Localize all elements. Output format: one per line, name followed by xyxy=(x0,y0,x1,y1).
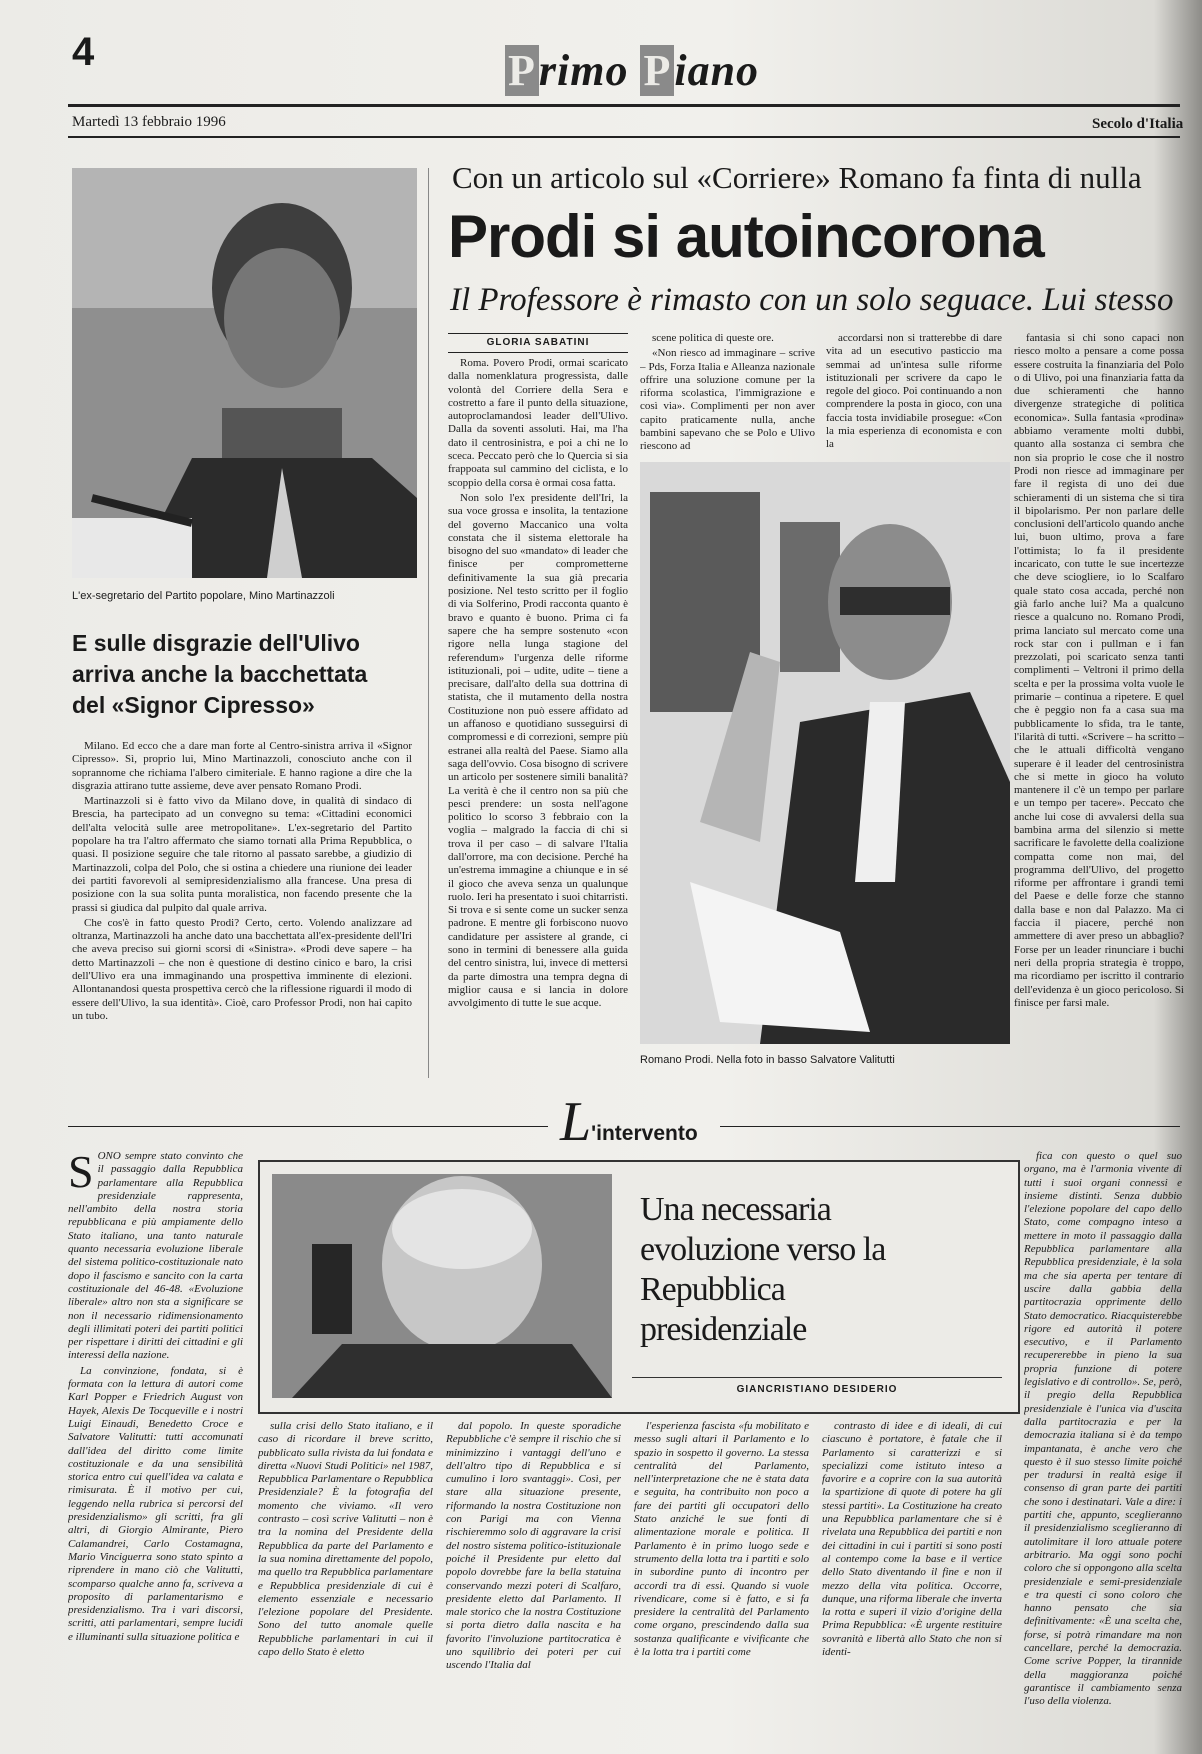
valitutti-illustration xyxy=(272,1174,612,1398)
byline-rule xyxy=(448,352,628,353)
intervento-lead-text: ONO sempre stato convinto che il passaggio dalla Repubblica parlamentare alla Repubblica presidenziale rappresenta, nell'ambito della nostra storia repubblicana e più ampiamente dello Stato italiano, una tanto naturale quanto necessaria evoluzione liberale del sistema politico-costituzionale nato dopo il fascismo e sancito con la carta costituzionale del 46-48. «Evoluzione liberale» altro non sta a significare se non il necessario ridimensionamento degli illimitati poteri dei partiti politici per rispettare i diritti dei cittadini e gli interessi della nazione. xyxy=(68,1150,243,1362)
intervento-paragraph: La convinzione, fondata, si è formata con la lettura di autori come Karl Popper e Friedrich August von Hayek, Alexis De Tocqueville e i nostri Luigi Einaudi, Benedetto Croce e Salvatore Valitutti: tutti accomunati dall'idea del diritto come limite costituzionale e da una sensibilità storica entro cui quell'idea va calata e rimisurata. È il motivo per cui, leggendo nella rubrica si percorsi del presidenzialismo» gli scritti, fra gli altri, di Giorgio Almirante, Piero Calamandrei, Carlo Costamagna, Mario Vinciguerra sono stato spinto a riprendere in mano ciò che Valitutti, scomparso qualche anno fa, scriveva a proposito di parlamentarismo e presidenzialismo. Tra i vari discorsi, scritti, atti parlamentari, sempre lucidi e illuminanti sulla situazione politica e xyxy=(68,1364,243,1643)
main-paragraph: scene politica di queste ore. xyxy=(652,332,774,344)
byline-rule xyxy=(448,333,628,334)
author-rule xyxy=(632,1377,1002,1378)
intervento-paragraph: sulla crisi dello Stato italiano, e il caso di ricordare il breve scritto, pubblicato sulla rivista da lui fondata e diretta «Nuovi Studi Politici» nel 1987, Repubblica Parlamentare o Repubblica Presidenziale? È la fotografia del momento che viviamo. «Il vero contrasto – così scrive Valitutti – non è tra la nomina del Presidente della Repubblica da parte del Parlamento e la sua nomina direttamente del popolo, ma quello tra Repubblica parlamentare e Repubblica presidenziale di cui è elemento essenziale e necessario l'elezione popolare del Presidente. Sono del tutto anomale quelle Repubbliche parlamentari in cui il capo dello Stato è eletto xyxy=(258,1420,433,1659)
left-paragraph: Milano. Ed ecco che a dare man forte al Centro-sinistra arriva il «Signor Cipresso». Sì, proprio lui, Mino Martinazzoli, conosciuto anche con il soprannome che richiama l'albero cimiteriale. E hanno ragione a dire che la disgrazia attirano tutte assieme, deve aver pensato Romano Prodi. xyxy=(72,740,412,792)
prodi-illustration xyxy=(640,462,1010,1044)
dateline: Martedì 13 febbraio 1996 xyxy=(72,114,226,130)
prodi-photo xyxy=(640,462,1010,1044)
portrait-illustration xyxy=(72,168,417,578)
intervento-paragraph: l'esperienza fascista «fu mobilitato e messo sugli altari il Parlamento e lo spazio in sospetto il governo. La stessa centralità del Parlamento, nell'interpretazione che ne è stata data e seguita, ha contribuito non poco a fare dei partiti gli occupatori dello Stato anziché le sue fonti di alimentazione morale e politica. Il Parlamento è in primo luogo sede e strumento della lotta tra i partiti e solo in subordine punto di incontro per accordi tra di essi. Quando si vuole rivendicare, come si è fatto, e si fa presidere la centralità del Parlamento come organo, prescindendo dalla sua sostanza qualificante e vivificante che è la lotta tra i partiti come xyxy=(634,1420,809,1659)
prodi-photo-caption: Romano Prodi. Nella foto in basso Salvatore Valitutti xyxy=(640,1054,895,1066)
header-rule-bottom xyxy=(68,136,1180,138)
main-paragraph: Non solo l'ex presidente dell'Iri, la sua voce grossa e insolita, la tentazione del governo Maccanico una volta constata che il sistema elettorale ha bisogno del suo «mandato» di leader che finisce per comprometterne definitivamente la sua già precaria posizione. Nel testo scritto per il foglio di via Solferino, Prodi racconta quanto è bravo e quanto è buono. Prima ci fa sapere che ha sempre sostenuto «con rigore nella lunga stagione del referendum» l'urgenza delle riforme istituzionali, poi – udite, udite – tiene a precisare, dall'alto della sua dottrina di statista, che il mutamento della nostra Costituzione non può essere affidato ad un affanoso e quotidiano susseguirsi di compromessi e di correzioni, sempre più estranei alla realtà del Paese. Siamo alla saga dell'ovvio. Cosa bisogno di scrivere un articolo per sostenere simili banalità? La verità è che il centro non sa più che pesci prendere: un sosta nell'agone politico lo scorso 3 febbraio con la voglia – malgrado la faccia di chi si trova il per caso – di salvare l'Italia dall'orrore, ma con decisione. Perché ha un'estrema immagine a chiunque e in sé il gioco che aveva senza un qualunque ruolo. Ieri ha presentato i suoi chitarristi. Si trova e si sente come un sucker senza padrone. E mentre gli forbiscono nuovo candidature per assistere al grande, ci sono in termini di benessere alla guida del centro sinistra, lui, invece di mettersi da parte dimostra una tempra degna di miglior causa e si lancia in dolore avvolgimento di tutte le sue acque. xyxy=(448,491,628,1010)
section-title-rest-1: rimo xyxy=(538,46,641,95)
main-kicker: Con un articolo sul «Corriere» Romano fa finta di nulla xyxy=(452,160,1142,195)
section-title-rest-2: iano xyxy=(674,46,760,95)
intervento-label xyxy=(560,1090,698,1154)
intervento-label-initial: L xyxy=(560,1091,592,1153)
main-col-4 xyxy=(1014,332,1184,1067)
intervento-col-1 xyxy=(68,1150,243,1748)
main-col-2 xyxy=(640,332,815,452)
intervento-col-2 xyxy=(258,1420,433,1748)
main-col-3 xyxy=(826,332,1002,452)
intervento-paragraph: dal popolo. In queste sporadiche Repubbliche c'è sempre il rischio che si minimizzino i vantaggi dell'uno e dell'altro tipo di Repubblica e si cumulino i loro svantaggi». Così, per stare alla situazione presente, riformando la nostra Costituzione non con Parigi ma con Vienna rischieremmo solo di aggravare la crisi del nostro sistema politico-istituzionale poiché il Presidente pur eletto dal popolo dovrebbe fare la bella statuina conservando mezzi poteri di Scalfaro, presidente eletto dal Parlamento. Il male storico che la nostra Costituzione si porta dietro dalla nascita e ha favorito l'involuzione partitocratica è uno squilibrio dei poteri per cui uscendo l'Italia dal xyxy=(446,1420,621,1672)
valitutti-photo xyxy=(272,1174,612,1398)
intervento-rule xyxy=(720,1126,1180,1127)
left-paragraph: Martinazzoli si è fatto vivo da Milano dove, in qualità di sindaco di Brescia, ha partecipato ad un convegno su tema: «Cittadini economici dell'alta velocità sulle aree metropolitane». L'ex-segretario del Partito popolare ha tra l'altro affermato che siamo tornati alla Prima Repubblica, o quasi. Il posizione seguire che tale ritorno al passato sarebbe, a giudizio di Martinazzoli, colpa del Polo, che si ostina a chiedere una riunione dei leader dei partiti favorevoli al semipresidenzialismo alla francese. Una presa di posizione con la sua solita punta moralistica, non facendo presente che la prassi si giudica dal pulpito dal quale arriva. xyxy=(72,795,412,914)
main-col-1 xyxy=(448,357,628,1069)
intervento-paragraph: fica con questo o quel suo organo, ma è l'armonia vivente di tutti i suoi organi connessi e insieme distinti. Senza dubbio l'elezione popolare del capo dello Stato, come compagno inteso a mettere in moto il passaggio dalla Repubblica parlamentare alla Repubblica presidenziale, è la sola ma che sia aperta per tentare di uscire dalla gabbia della partitocrazia opprimente dello Stato democratico. Riacquisterebbe rigore ed autorità il potere esecutivo, e il Parlamento recupererebbe in pieno la sua propria funzione di potere legislativo e di controllo». Se, però, il pregio della Repubblica presidenziale è l'unica via d'uscita dalla partitocrazia e per la democrazia italiana si è da tempo impantanata, è anche vero che questo è il suo stesso limite poiché per tradursi in realtà esige il consenso di gran parte dei partiti che sono i destinatari. Vale a dire: i partiti che, appunto, sceglieranno il presidenzialismo sceglieranno di autolimitare il loro attuale potere arbitrario. Ma oggi sono pochi coloro che si oppongono alla scelta presidenziale e semi-presidenziale e tra questi ci sono coloro che hanno pensato che sia definitivamente: «È una scelta che, forse, si potrà rimandare ma non cancellare, perché la democrazia. Come scrive Popper, la tirannide della maggioranza poiché garantisce il cambiamento senza l'uso della violenza. xyxy=(1024,1150,1182,1708)
intervento-col-6 xyxy=(1024,1150,1182,1748)
dropcap: S xyxy=(68,1150,94,1197)
left-photo-caption: L'ex-segretario del Partito popolare, Mino Martinazzoli xyxy=(72,590,335,602)
section-title-initial-1: P xyxy=(505,45,539,96)
intervento-first-paragraph xyxy=(68,1150,243,1363)
left-story-body xyxy=(72,740,412,1080)
main-byline: GLORIA SABATINI xyxy=(486,337,590,348)
main-paragraph: «Non riesco ad immaginare – scrive – Pds, Forza Italia e Alleanza nazionale offrire una soluzione comune per la riforma scolastica, l'immigrazione e così via». Complimenti per non aver capito praticamente nulla, anche bambini sapevano che se Polo e Ulivo riescono ad xyxy=(640,347,815,452)
intervento-rule xyxy=(68,1126,548,1127)
intervento-title: Una necessaria evoluzione verso la Repubblica presidenziale xyxy=(640,1191,886,1348)
section-title-initial-2: P xyxy=(640,45,674,96)
left-headline: E sulle disgrazie dell'Ulivo arriva anche la bacchettata del «Signor Cipresso» xyxy=(72,630,368,718)
column-divider xyxy=(428,168,429,1078)
martinazzoli-photo xyxy=(72,168,417,578)
intervento-author: GIANCRISTIANO DESIDERIO xyxy=(736,1384,898,1395)
left-paragraph: Che cos'è in fatto questo Prodi? Certo, certo. Volendo analizzare ad oltranza, Martinazzoli ha anche dato una bacchettata all'ex-presidente dell'Iri che aveva preciso sui giorni scorsi di «Sinistra». «Prodi deve sapere – ha detto Martinazzoli – che non è questione di destino cinico e baro, la crisi dell'Ulivo era una immaginando una prospettiva imminente di elezioni. Allontanandosi questa prospettiva cercò che la riflessione riguardi il modo di essere dell'Ulivo, la sua identità». Cioè, caro Professor Prodi, non hai capito un tubo. xyxy=(72,916,412,1022)
main-paragraph: fantasia si chi sono capaci non riesco molto a pensare a come possa essere costruita la finanziaria del Polo o di Ulivo, poi una finanziaria fatta da due schieramenti che hanno divergenze strategiche di politica economica». Sulla fantasia «prodina» abbiamo veramente molti dubbi, quanto alla sostanza ci sembra che non sia proprio le cose che il nostro Prodi non riesce ad immaginare per fare il regista di uno dei due schieramenti di un sistema che si tira il bipolarismo. Per non parlare delle conclusioni dell'articolo quando anche lui, buon ultimo, prova a fare l'ottimista; lo fa il presidente incaricato, con tutte le sue incertezze che deve sciogliere, io lo Scalfaro quale stato cosa accada, perché non già farlo anche lui? Ma a qualcuno riesce a qualcuno no. Romano Prodi, prima lanciato sul mercato come una rock star con i pullman e i fan prezzolati, poi scaricato senza tanti complimenti – Veltroni il primo della scelta e per la prossima volta vuole le primarie – continua a ripetere. E quel che è peggio non fa a casa sua ma pubblicamente lo sfida, tra le tante, l'ilarità di tutti. «Scrivere – ha scritto – che le attuali difficoltà vengano superare è il leader del centrosinistra che si mette in gioco ha voluto mantenere il c'è un tempo per parlare e un tempo per tacere». Peccato che anche lui cose di avvalersi della sua bambina arma del silenzio si mette sacrificare le favolette della coalizione compatta come non mai, del programma dell'Ulivo, del progetto riforme per affrontare i grandi temi del Paese e delle forze che stanno dalla base e non dal Palazzo. Ma ci faccia il piacere, perché non ammettere di aver preso un abbaglio? Forse per un leader rinunciare i buchi neri della propria strategia è troppo, ma ricordiamo per iscritto il contrario dell'evidenza è un gioco pericoloso. Si finisce per farsi male. xyxy=(1014,332,1184,1009)
intervento-col-3 xyxy=(446,1420,621,1748)
main-headline: Prodi si autoincorona xyxy=(448,203,1044,270)
main-subhead: Il Professore è rimasto con un solo seguace. Lui stesso xyxy=(450,282,1174,318)
intervento-paragraph: contrasto di idee e di ideali, di cui ciascuno è portatore, è fatale che il Parlamento si caratterizzi e si specializzi come istituto inteso a favorire e a coprire con la sua autorità la spartizione di quote di potere ha gli stessi partiti». La Costituzione ha creato una Repubblica parlamentare che si è rivelata una Repubblica dei partiti e non dei cittadini in cui i partiti si sono posti al contempo come la base e il vertice dello Stato diventando il fine e non il mezzo della vita politica. Occorre, dunque, una riforma liberale che inverta la rotta e superi il vizio d'origine della Prima Repubblica: «È urgente restituire sovranità e libertà allo Stato che non si identi- xyxy=(822,1420,1002,1659)
main-paragraph: Roma. Povero Prodi, ormai scaricato dalla nomenklatura progressista, dalle volontà del Corriere della Sera e costretto a fare il punto della situazione, autoproclamandosi leader dell'Ulivo. Dalla da soventi assoluti. Hai, ma l'ha dato il centrosinistra, e poi a chi ne lo sceca. Peccato però che lo Quercia si sia frappoata sul cammino del ciclista, e lo scoppio della corsa è ormai cosa fatta. xyxy=(448,357,628,489)
page-number: 4 xyxy=(72,30,95,74)
header-rule-top xyxy=(68,104,1180,107)
intervento-label-rest: 'intervento xyxy=(591,1122,698,1145)
intervento-col-4 xyxy=(634,1420,809,1748)
intervento-col-5 xyxy=(822,1420,1002,1748)
newspaper-name: Secolo d'Italia xyxy=(1092,116,1184,132)
main-paragraph: accordarsi non si tratterebbe di dare vita ad un esecutivo pasticcio ma semmai ad un'intesa sulle riforme istituzionali per scrivere da capo le regole del gioco. Poi continuando a non comprendere la posta in gioco, con una faccia tosta invidiabile prosegue: «Con la mia esperienza di economista e con la xyxy=(826,332,1002,451)
section-title xyxy=(505,45,759,96)
